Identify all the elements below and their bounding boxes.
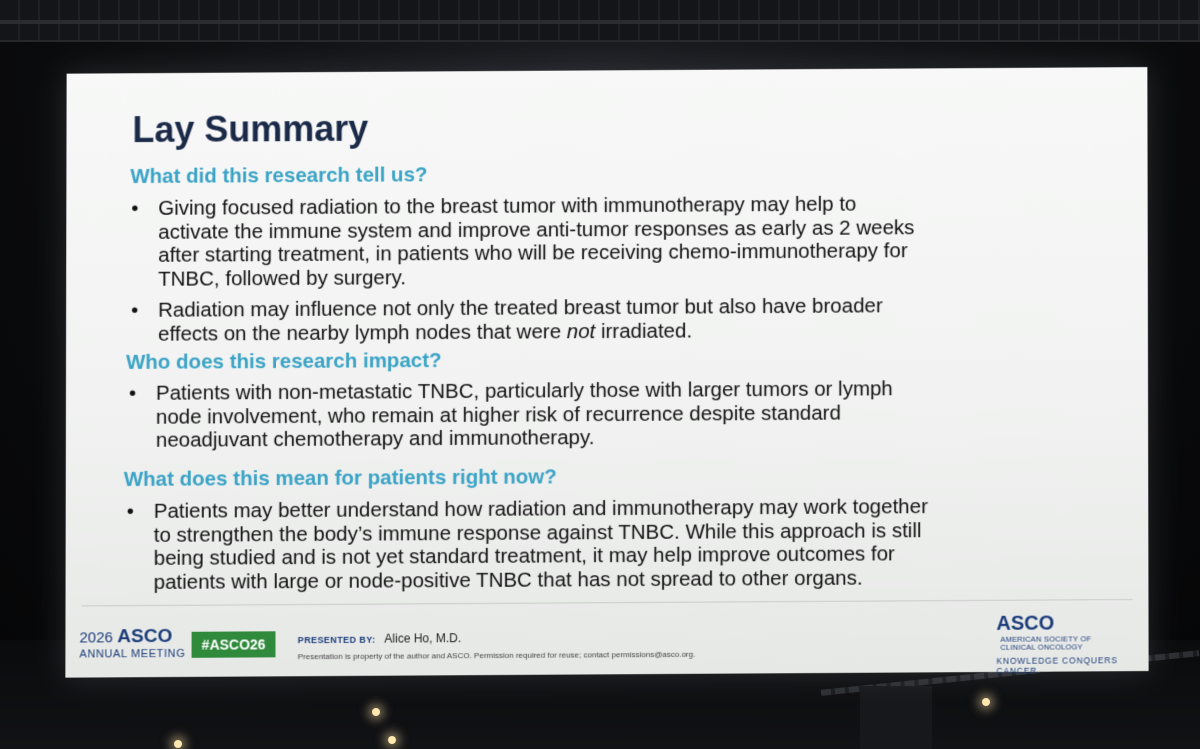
society-name: [1000, 635, 1091, 652]
society-line: CLINICAL ONCOLOGY: [1000, 642, 1083, 652]
asco-wordmark: ASCO: [996, 612, 1055, 635]
bullet-line: Patients with non-metastatic TNBC, particularly those with larger tumors or lymph: [155, 377, 893, 405]
meeting-year: 2026: [79, 629, 113, 647]
footer-divider: [82, 599, 1133, 606]
bullet-item: [126, 495, 928, 594]
bullet-line: [158, 318, 883, 346]
asco-tagline: KNOWLEDGE CONQUERS CANCER: [996, 655, 1118, 676]
bullet-item: [131, 192, 915, 291]
bullet-marker: •: [128, 381, 137, 405]
section-heading: What does this mean for patients right now?: [123, 465, 557, 492]
stage-light: [372, 708, 380, 716]
presenter-credit: [298, 631, 461, 646]
annual-meeting-logo: [79, 625, 186, 663]
bullet-line: Radiation may influence not only the treated breast tumor but also have broader: [158, 294, 883, 322]
bullet-item: [131, 294, 883, 346]
bullet-line: Giving focused radiation to the breast tumor with immunotherapy may help to: [158, 192, 857, 220]
bullet-line: activate the immune system and improve anti-tumor responses as early as 2 weeks: [158, 215, 915, 244]
society-line: AMERICAN SOCIETY OF: [1000, 634, 1092, 644]
permission-notice: Presentation is property of the author and ASCO. Permission required for reuse; contact permissions@asco.org.: [297, 649, 696, 662]
bullet-marker: •: [131, 298, 139, 322]
stage-light: [174, 740, 182, 748]
emphasis-text: not: [566, 319, 596, 343]
section-heading: Who does this research impact?: [125, 349, 442, 374]
bullet-line: patients with large or node-positive TNBC that has not spread to other organs.: [153, 566, 863, 594]
slide-title: Lay Summary: [132, 107, 369, 151]
bullet-line: to strengthen the body’s immune response against TNBC. While this approach is still: [153, 518, 922, 547]
bullet-line: being studied and is not yet standard treatment, it may help improve outcomes for: [153, 542, 895, 570]
ceiling-beam: [0, 20, 1200, 24]
presenter-name: Alice Ho, M.D.: [384, 631, 462, 646]
bullet-line: after starting treatment, in patients who will be receiving chemo-immunotherapy for: [158, 239, 908, 267]
bullet-marker: •: [131, 196, 139, 221]
bullet-line: Patients may better understand how radiation and immunotherapy may work together: [153, 495, 928, 523]
section-heading: What did this research tell us?: [130, 163, 428, 189]
asco-logo: [996, 612, 1148, 676]
bullet-line: neoadjuvant chemotherapy and immunotherapy.: [155, 426, 595, 452]
presentation-slide: [65, 67, 1148, 678]
stage-light: [982, 698, 990, 706]
meeting-label: ANNUAL MEETING: [79, 647, 186, 661]
meeting-brand: ASCO: [117, 625, 173, 648]
stage-light: [388, 736, 396, 744]
bullet-item: [128, 377, 893, 452]
presented-by-label: PRESENTED BY:: [297, 634, 376, 646]
hashtag-badge: #ASCO26: [192, 631, 276, 658]
bullet-line: TNBC, followed by surgery.: [158, 265, 407, 291]
bullet-line: node involvement, who remain at higher risk of recurrence despite standard: [155, 401, 841, 429]
bullet-text: irradiated.: [600, 318, 693, 343]
bullet-text: effects on the nearby lymph nodes that were: [158, 319, 562, 346]
stage-pillar: [860, 686, 932, 749]
bullet-marker: •: [126, 499, 134, 524]
